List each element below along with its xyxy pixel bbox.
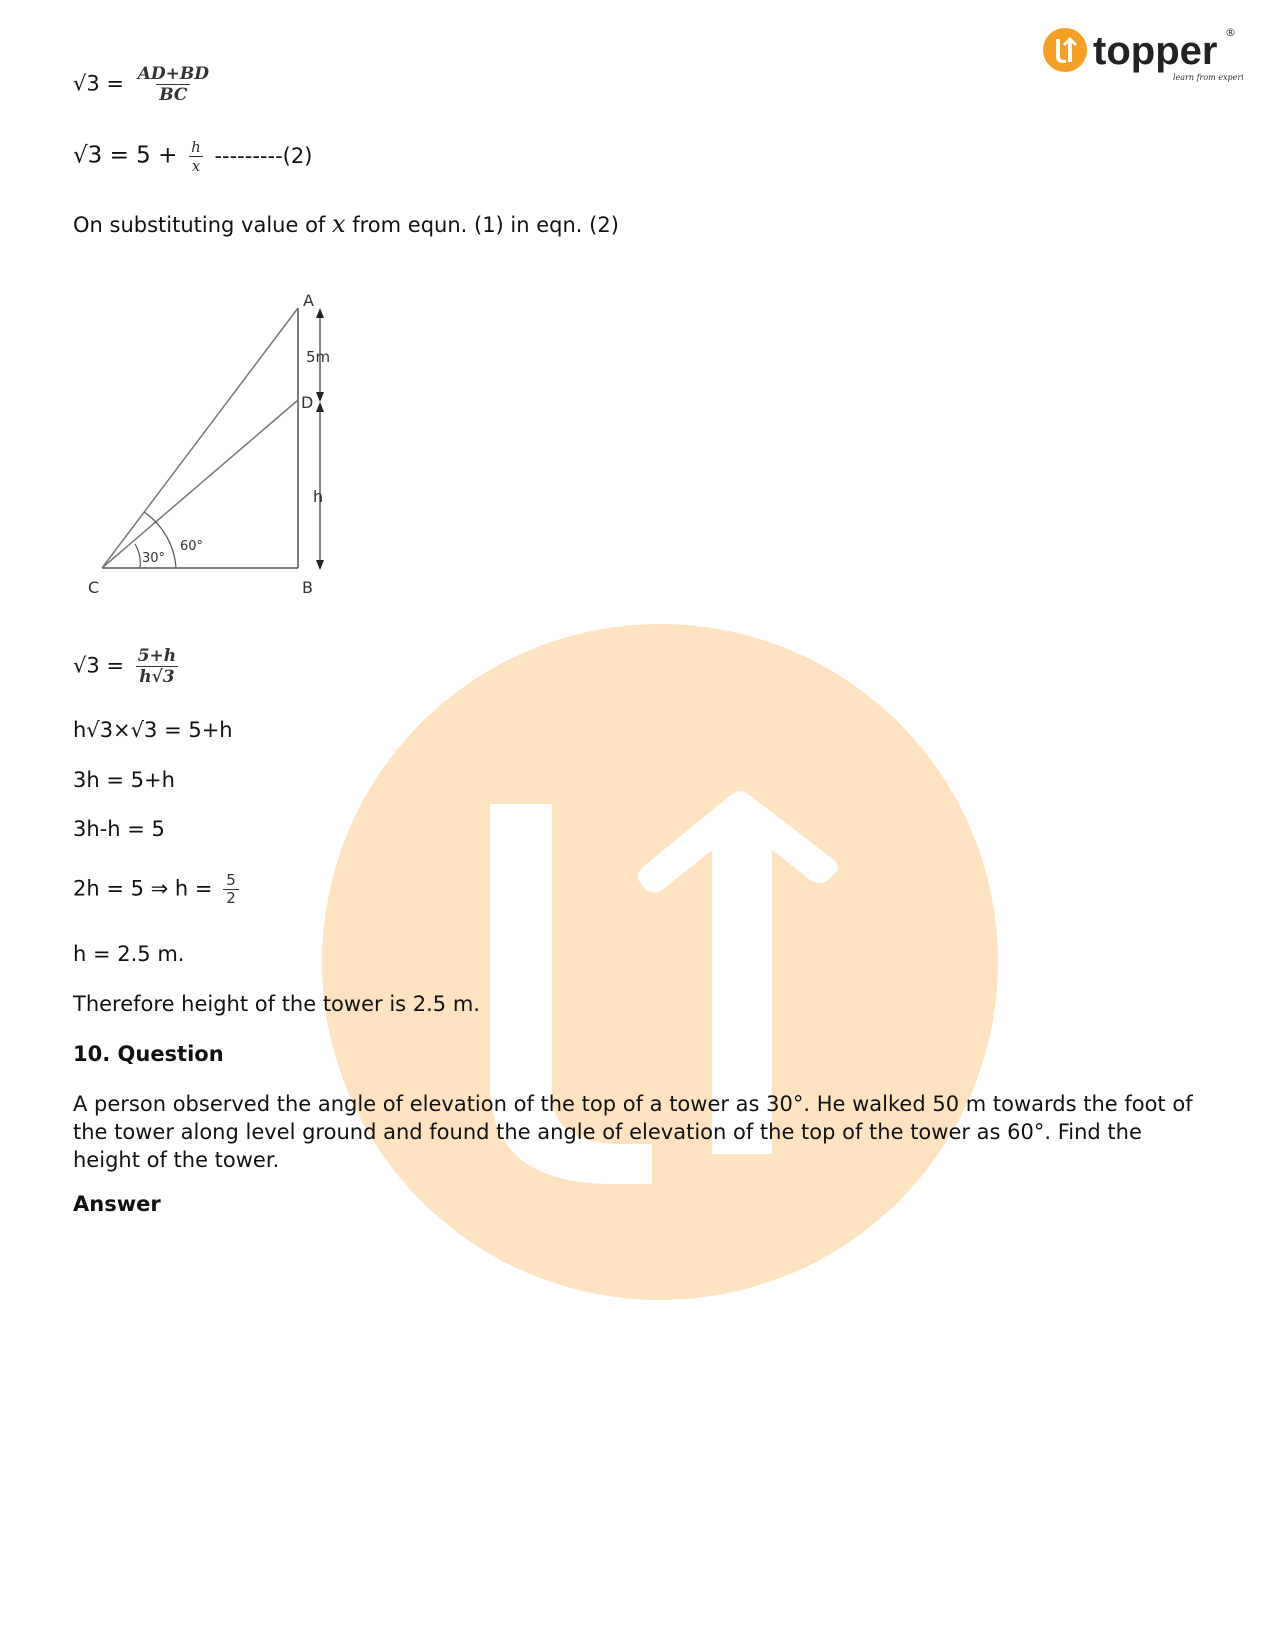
equation-5: 3h = 5+h <box>73 768 175 792</box>
fraction-denominator: BC <box>156 84 190 105</box>
arrow-up-icon <box>316 308 324 318</box>
line-ca <box>102 308 298 568</box>
fraction <box>135 646 179 687</box>
logo-tagline: learn from experts <box>1173 73 1243 82</box>
variable-x: x <box>332 210 346 238</box>
equation-3 <box>73 646 179 687</box>
fraction-numerator: h <box>191 138 201 156</box>
text-fragment: On substituting value of <box>73 213 326 237</box>
arrow-down-icon <box>316 392 324 402</box>
substitution-text <box>73 210 619 239</box>
equation-sqrt3-ratio <box>73 64 212 105</box>
question-heading: 10. Question <box>73 1042 224 1066</box>
label-d: D <box>301 393 314 412</box>
equation-lhs: √3 = 5 + <box>73 142 178 169</box>
label-5m: 5m <box>306 348 331 366</box>
equation-2 <box>73 138 312 175</box>
fraction <box>223 872 239 907</box>
fraction-numerator: 5+h <box>137 646 177 666</box>
fraction-denominator: h√3 <box>136 666 177 687</box>
equation-lhs: √3 = <box>73 71 125 96</box>
logo-wordmark: topper <box>1093 29 1218 73</box>
label-angle-60: 60° <box>180 539 204 554</box>
question-text: A person observed the angle of elevation of the top of a tower as 30°. He walked 50 m towards the foot of the tower along level ground and found the angle of elevation of the top of the tower as 60°. Find the height of the tower. <box>73 1092 1193 1172</box>
logo-registered-mark: ® <box>1225 26 1236 39</box>
equation-6: 3h-h = 5 <box>73 817 165 841</box>
topper-logo[interactable] <box>1043 22 1243 88</box>
equation-4: h√3×√3 = 5+h <box>73 718 233 742</box>
watermark-logo <box>322 624 998 1300</box>
label-a: A <box>303 291 314 310</box>
fraction-numerator: AD+BD <box>137 64 209 84</box>
label-c: C <box>88 578 100 597</box>
label-h: h <box>313 487 324 506</box>
conclusion-text: Therefore height of the tower is 2.5 m. <box>73 992 480 1016</box>
label-b: B <box>302 578 313 597</box>
logo-circle-icon <box>1043 28 1087 72</box>
fraction <box>188 138 204 175</box>
equation-7 <box>73 872 239 907</box>
angle-arc-30 <box>135 544 140 568</box>
fraction <box>135 64 212 105</box>
fraction-denominator: x <box>189 156 203 175</box>
equation-8: h = 2.5 m. <box>73 942 185 966</box>
equation-label: ---------(2) <box>214 143 313 168</box>
text-fragment: from equn. (1) in eqn. (2) <box>352 213 619 237</box>
equation-lhs: 2h = 5 ⇒ h = <box>73 876 213 901</box>
equation-lhs: √3 = <box>73 653 125 678</box>
tower-diagram <box>80 290 360 610</box>
arrow-down-icon <box>316 560 324 570</box>
label-angle-30: 30° <box>142 551 166 566</box>
fraction-denominator: 2 <box>223 889 239 907</box>
fraction-numerator: 5 <box>226 871 236 889</box>
answer-heading: Answer <box>73 1192 161 1216</box>
